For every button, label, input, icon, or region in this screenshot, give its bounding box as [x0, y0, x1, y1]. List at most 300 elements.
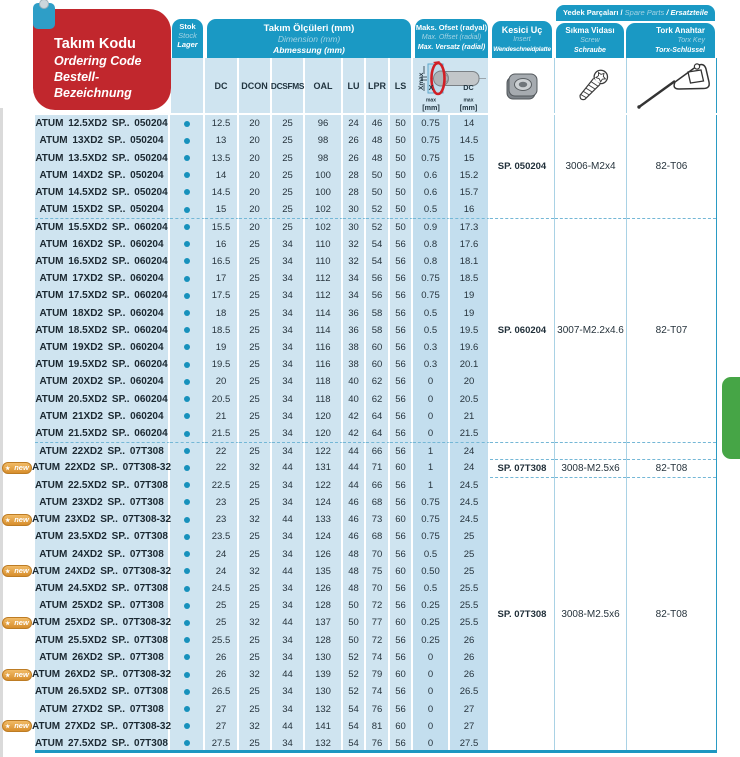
torx-label-en: Torx Key — [677, 37, 705, 44]
dim-cell-dcon: 25 — [239, 270, 272, 287]
dim-cell-lu: 28 — [343, 184, 366, 201]
dim-cell-lu: 36 — [343, 304, 366, 321]
stock-cell — [170, 322, 205, 339]
ordering-code-cell — [35, 683, 170, 700]
new-badge: ★ new — [2, 462, 32, 474]
ordering-code-cell — [35, 184, 170, 201]
stock-cell — [170, 201, 205, 218]
table-row — [35, 442, 490, 459]
stock-dot — [184, 138, 190, 144]
table-row — [35, 632, 490, 649]
table-row — [35, 218, 490, 235]
dim-cell-lpr: 50 — [366, 167, 390, 184]
xmax-cell: 0.75 — [413, 494, 450, 511]
screw-column-header — [556, 23, 624, 58]
dcmax-unit-label: DC $_{max}$ [mm] — [459, 82, 478, 112]
ordering-code-cell — [35, 700, 170, 717]
ordering-code-cell — [35, 545, 170, 562]
screw-column — [554, 115, 626, 752]
dim-cell-lu: 32 — [343, 253, 366, 270]
ordering-code-text: ATUM 20XD2 SP.. 060204 — [39, 376, 164, 388]
dim-cell-lpr: 58 — [366, 304, 390, 321]
dim-cell-dcsfms: 34 — [272, 391, 305, 408]
dim-cell-dc: 23 — [205, 511, 239, 528]
torx-key-icon — [631, 61, 713, 111]
dim-cell-dcsfms: 25 — [272, 184, 305, 201]
dim-cell-dcon: 32 — [239, 614, 272, 631]
dim-cell-oal: 118 — [305, 373, 343, 390]
dim-cell-dc: 26.5 — [205, 683, 239, 700]
dim-cell-oal: 120 — [305, 408, 343, 425]
xmax-cell: 0.8 — [413, 236, 450, 253]
ordering-code-cell — [35, 322, 170, 339]
table-bottom-border — [35, 750, 717, 753]
dcmax-cell: 27 — [450, 700, 490, 717]
ordering-code-cell — [35, 408, 170, 425]
corner-tag-icon — [33, 3, 55, 29]
stock-cell — [170, 614, 205, 631]
insert-icon — [504, 70, 540, 102]
dim-cell-ls: 56 — [390, 425, 413, 442]
dim-cell-dcsfms: 34 — [272, 528, 305, 545]
ordering-code-cell — [35, 373, 170, 390]
xmax-cell: 0.75 — [413, 132, 450, 149]
ordering-code-text: ATUM 21XD2 SP.. 060204 — [39, 410, 164, 422]
ordering-code-title-de: Bestell-Bezeichnung — [54, 70, 132, 100]
xmax-cell: 0.25 — [413, 632, 450, 649]
ordering-code-cell — [35, 132, 170, 149]
dim-cell-lu: 46 — [343, 511, 366, 528]
dim-cell-dcon: 25 — [239, 735, 272, 752]
dim-cell-dc: 16 — [205, 236, 239, 253]
ordering-code-text: ATUM 25.5XD2 SP.. 07T308 — [35, 634, 168, 646]
dim-cell-dcsfms: 25 — [272, 218, 305, 235]
dim-cell-dcsfms: 34 — [272, 408, 305, 425]
table-row — [5, 563, 490, 580]
dim-cell-ls: 56 — [390, 700, 413, 717]
insert-label-de: Wendeschneidplatte — [493, 46, 551, 53]
xmax-cell: 1 — [413, 442, 450, 459]
xmax-cell: 0 — [413, 718, 450, 735]
stock-cell — [170, 718, 205, 735]
dim-cell-lu: 54 — [343, 735, 366, 752]
dim-cell-dc: 20 — [205, 373, 239, 390]
dim-cell-dcsfms: 34 — [272, 632, 305, 649]
stock-cell — [170, 442, 205, 459]
dim-cell-dcon: 25 — [239, 391, 272, 408]
stock-cell — [170, 580, 205, 597]
dim-cell-lpr: 54 — [366, 253, 390, 270]
dim-cell-lpr: 68 — [366, 494, 390, 511]
stock-cell — [170, 545, 205, 562]
new-badge: ★ new — [2, 565, 32, 577]
dim-cell-dcon: 25 — [239, 683, 272, 700]
torx-label-de: Torx-Schlüssel — [655, 47, 705, 54]
dim-cell-lu: 32 — [343, 236, 366, 253]
xmax-cell: 0 — [413, 373, 450, 390]
stock-dot — [184, 620, 190, 626]
dim-cell-oal: 116 — [305, 339, 343, 356]
dim-cell-dcon: 25 — [239, 632, 272, 649]
dim-cell-dcon: 32 — [239, 563, 272, 580]
dim-cell-lu: 44 — [343, 442, 366, 459]
stock-cell — [170, 149, 205, 166]
dim-cell-dcon: 25 — [239, 236, 272, 253]
dim-cell-lpr: 62 — [366, 373, 390, 390]
stock-cell — [170, 304, 205, 321]
dim-cell-lpr: 76 — [366, 735, 390, 752]
dim-cell-lu: 40 — [343, 391, 366, 408]
table-row — [35, 356, 490, 373]
dim-cell-lu: 46 — [343, 528, 366, 545]
new-badge: ★ new — [2, 617, 32, 629]
table-row — [35, 339, 490, 356]
stock-dot — [184, 689, 190, 695]
xmax-cell: 0.5 — [413, 580, 450, 597]
xmax-cell: 0 — [413, 683, 450, 700]
dim-cell-dc: 24 — [205, 545, 239, 562]
xmax-cell: 0.5 — [413, 545, 450, 562]
dim-cell-dcon: 20 — [239, 115, 272, 132]
offset-label-tr: Maks. Ofset (radyal) — [415, 23, 488, 32]
dim-cell-ls: 56 — [390, 545, 413, 562]
dcmax-cell: 14 — [450, 115, 490, 132]
stock-dot — [184, 413, 190, 419]
ordering-code-cell — [35, 236, 170, 253]
dcmax-cell: 16 — [450, 201, 490, 218]
dim-cell-dc: 25 — [205, 597, 239, 614]
dim-cell-oal: 114 — [305, 304, 343, 321]
dim-cell-lu: 24 — [343, 115, 366, 132]
ordering-code-cell — [35, 494, 170, 511]
dim-cell-oal: 124 — [305, 494, 343, 511]
ordering-code-title-en: Ordering Code — [54, 54, 142, 68]
dim-cell-dc: 25.5 — [205, 632, 239, 649]
table-row — [35, 597, 490, 614]
dim-cell-ls: 50 — [390, 201, 413, 218]
dim-cell-dc: 19.5 — [205, 356, 239, 373]
dim-cell-lpr: 56 — [366, 270, 390, 287]
stock-cell — [170, 459, 205, 476]
dim-cell-lpr: 58 — [366, 322, 390, 339]
dim-cell-oal: 122 — [305, 477, 343, 494]
dim-cell-oal: 137 — [305, 614, 343, 631]
dcmax-cell: 25.5 — [450, 597, 490, 614]
screw-band-value: 3006-M2x4 — [565, 161, 616, 173]
dim-cell-dc: 23 — [205, 494, 239, 511]
ordering-code-cell — [5, 563, 172, 580]
table-row — [5, 459, 490, 476]
dim-cell-dcon: 25 — [239, 408, 272, 425]
dim-cell-lu: 42 — [343, 425, 366, 442]
dim-cell-dcsfms: 34 — [272, 580, 305, 597]
xmax-cell: 0.75 — [413, 287, 450, 304]
stock-dot — [184, 224, 190, 230]
stock-dot — [184, 603, 190, 609]
svg-text:Xmax: Xmax — [418, 72, 425, 90]
dim-cell-oal: 118 — [305, 391, 343, 408]
stock-cell — [170, 184, 205, 201]
stock-dot — [184, 482, 190, 488]
stock-label-tr: Stok — [179, 22, 196, 31]
dim-cell-ls: 50 — [390, 132, 413, 149]
insert-column — [490, 115, 554, 752]
dim-cell-dcsfms: 34 — [272, 287, 305, 304]
table-row — [35, 700, 490, 717]
dim-cell-ls: 56 — [390, 580, 413, 597]
dim-cell-ls: 56 — [390, 270, 413, 287]
dim-cell-lpr: 71 — [366, 459, 390, 476]
table-row — [35, 149, 490, 166]
dim-cell-dcsfms: 25 — [272, 167, 305, 184]
dim-cell-ls: 56 — [390, 494, 413, 511]
dim-cell-dcon: 25 — [239, 253, 272, 270]
xmax-cell: 0.5 — [413, 304, 450, 321]
stock-cell — [170, 236, 205, 253]
dim-cell-dcon: 25 — [239, 580, 272, 597]
spare-parts-label-en: Spare Parts — [622, 8, 667, 17]
dim-cell-dcon: 25 — [239, 304, 272, 321]
dim-cell-dcon: 25 — [239, 356, 272, 373]
stock-cell — [170, 287, 205, 304]
xmax-cell: 0.75 — [413, 511, 450, 528]
dim-cell-lpr: 50 — [366, 184, 390, 201]
spare-parts-label-de: / Ersatzteile — [666, 8, 709, 17]
dim-cell-lu: 50 — [343, 614, 366, 631]
stock-dot — [184, 189, 190, 195]
dim-cell-ls: 60 — [390, 614, 413, 631]
ordering-code-text: ATUM 22.5XD2 SP.. 07T308 — [35, 479, 168, 491]
dim-cell-dc: 23.5 — [205, 528, 239, 545]
dim-cell-dcon: 20 — [239, 149, 272, 166]
dim-cell-dcon: 25 — [239, 700, 272, 717]
dim-cell-lu: 38 — [343, 339, 366, 356]
table-row — [35, 425, 490, 442]
dim-cell-ls: 56 — [390, 683, 413, 700]
torx-column-header — [626, 23, 715, 58]
dcmax-cell: 20.1 — [450, 356, 490, 373]
dcmax-cell: 27 — [450, 718, 490, 735]
dim-cell-dcsfms: 44 — [272, 666, 305, 683]
dim-cell-dc: 25 — [205, 614, 239, 631]
stock-cell — [170, 477, 205, 494]
dim-cell-lpr: 72 — [366, 632, 390, 649]
dcmax-cell: 18.1 — [450, 253, 490, 270]
ordering-code-text: ATUM 17.5XD2 SP.. 060204 — [35, 290, 168, 302]
xmax-cell: 1 — [413, 459, 450, 476]
dim-cell-dcon: 20 — [239, 184, 272, 201]
dim-cell-oal: 130 — [305, 649, 343, 666]
dim-cell-oal: 128 — [305, 597, 343, 614]
dim-cell-dc: 22.5 — [205, 477, 239, 494]
xmax-cell: 0 — [413, 735, 450, 752]
dcmax-cell: 17.3 — [450, 218, 490, 235]
table-row — [5, 511, 490, 528]
table-row — [5, 666, 490, 683]
dim-cell-ls: 56 — [390, 442, 413, 459]
dim-cell-lpr: 48 — [366, 132, 390, 149]
xmax-cell: 0 — [413, 700, 450, 717]
dim-cell-ls: 50 — [390, 167, 413, 184]
ordering-code-text: ATUM 16XD2 SP.. 060204 — [39, 238, 164, 250]
stock-dot — [184, 293, 190, 299]
dim-cell-oal: 110 — [305, 253, 343, 270]
dim-cell-oal: 130 — [305, 683, 343, 700]
ordering-code-text: ATUM 19.5XD2 SP.. 060204 — [35, 359, 168, 371]
dim-cell-lu: 28 — [343, 167, 366, 184]
col-label-dc: DC — [205, 58, 239, 113]
dim-cell-lu: 52 — [343, 649, 366, 666]
ordering-code-cell — [5, 614, 172, 631]
dim-cell-lu: 30 — [343, 201, 366, 218]
dim-cell-dc: 16.5 — [205, 253, 239, 270]
dim-cell-dcsfms: 34 — [272, 253, 305, 270]
dcmax-cell: 26 — [450, 632, 490, 649]
dim-cell-lu: 46 — [343, 494, 366, 511]
table-row — [35, 494, 490, 511]
ordering-code-cell — [5, 718, 172, 735]
dim-cell-dcon: 25 — [239, 494, 272, 511]
ordering-code-cell — [5, 511, 172, 528]
dcmax-cell: 15.2 — [450, 167, 490, 184]
table-row — [35, 373, 490, 390]
dim-cell-lpr: 81 — [366, 718, 390, 735]
ordering-code-cell — [35, 580, 170, 597]
dim-cell-ls: 56 — [390, 632, 413, 649]
dim-cell-dc: 19 — [205, 339, 239, 356]
page-edge-line — [0, 108, 3, 757]
stock-dot — [184, 637, 190, 643]
ordering-code-cell — [5, 666, 172, 683]
stock-cell — [170, 528, 205, 545]
ordering-code-text: ATUM 14.5XD2 SP.. 050204 — [35, 186, 168, 198]
ordering-code-cell — [35, 115, 170, 132]
dim-cell-dc: 14.5 — [205, 184, 239, 201]
dim-cell-dcsfms: 34 — [272, 477, 305, 494]
dim-cell-lpr: 76 — [366, 700, 390, 717]
dim-cell-oal: 100 — [305, 167, 343, 184]
ordering-code-text: ATUM 26XD2 SP.. 07T308-32 — [31, 669, 172, 681]
dim-cell-oal: 120 — [305, 425, 343, 442]
dim-cell-dcsfms: 34 — [272, 649, 305, 666]
insert-icon-cell — [490, 58, 554, 113]
stock-cell — [170, 115, 205, 132]
dim-cell-lpr: 68 — [366, 528, 390, 545]
stock-dot — [184, 740, 190, 746]
dim-cell-lu: 48 — [343, 563, 366, 580]
dim-cell-ls: 60 — [390, 563, 413, 580]
stock-cell — [170, 683, 205, 700]
torx-label-tr: Tork Anahtar — [656, 26, 705, 35]
ordering-code-cell — [35, 632, 170, 649]
dim-cell-oal: 126 — [305, 545, 343, 562]
dim-cell-dcon: 20 — [239, 218, 272, 235]
dim-cell-lpr: 73 — [366, 511, 390, 528]
table-row — [35, 580, 490, 597]
stock-cell — [170, 391, 205, 408]
dim-cell-dcon: 25 — [239, 287, 272, 304]
dim-cell-oal: 116 — [305, 356, 343, 373]
table-row — [35, 115, 490, 132]
dcmax-cell: 25 — [450, 545, 490, 562]
table-row — [35, 477, 490, 494]
stock-dot — [184, 448, 190, 454]
dim-cell-dcon: 25 — [239, 373, 272, 390]
stock-cell — [170, 666, 205, 683]
ordering-code-cell — [35, 442, 170, 459]
dim-cell-oal: 100 — [305, 184, 343, 201]
xmax-cell: 0.25 — [413, 597, 450, 614]
dcmax-cell: 21 — [450, 408, 490, 425]
dim-cell-dc: 13.5 — [205, 149, 239, 166]
dim-cell-dcsfms: 34 — [272, 700, 305, 717]
dim-cell-ls: 60 — [390, 718, 413, 735]
dim-cell-ls: 56 — [390, 408, 413, 425]
dcmax-cell: 15.7 — [450, 184, 490, 201]
dcmax-cell: 20 — [450, 373, 490, 390]
dim-cell-oal: 139 — [305, 666, 343, 683]
dim-cell-dc: 27.5 — [205, 735, 239, 752]
insert-band-value: SP. 060204 — [490, 218, 554, 442]
dim-cell-lu: 38 — [343, 356, 366, 373]
dim-cell-lpr: 60 — [366, 339, 390, 356]
dim-cell-ls: 56 — [390, 373, 413, 390]
stock-cell — [170, 494, 205, 511]
stock-cell — [170, 270, 205, 287]
stock-cell — [170, 597, 205, 614]
dim-cell-ls: 50 — [390, 115, 413, 132]
ordering-code-cell — [35, 287, 170, 304]
dim-cell-dcsfms: 34 — [272, 339, 305, 356]
ordering-code-cell — [35, 425, 170, 442]
ordering-code-text: ATUM 12.5XD2 SP.. 050204 — [35, 118, 168, 130]
ordering-code-cell — [35, 597, 170, 614]
screw-band-value: 3008-M2.5x6 — [555, 477, 626, 752]
table-row — [35, 528, 490, 545]
stock-label-de: Lager — [177, 40, 198, 49]
dim-cell-lpr: 52 — [366, 201, 390, 218]
dim-cell-dc: 14 — [205, 167, 239, 184]
dim-cell-dc: 21 — [205, 408, 239, 425]
ordering-code-cell — [35, 356, 170, 373]
dim-cell-ls: 50 — [390, 184, 413, 201]
dim-cell-dc: 17 — [205, 270, 239, 287]
ordering-code-text: ATUM 13XD2 SP.. 050204 — [39, 135, 164, 147]
dim-cell-dcsfms: 34 — [272, 373, 305, 390]
ordering-code-text: ATUM 24XD2 SP.. 07T308-32 — [31, 565, 172, 577]
dim-cell-lpr: 66 — [366, 477, 390, 494]
dcmax-cell: 25 — [450, 528, 490, 545]
dim-cell-dcsfms: 44 — [272, 718, 305, 735]
table-row — [35, 132, 490, 149]
ordering-code-text: ATUM 22XD2 SP.. 07T308-32 — [31, 462, 172, 474]
dim-cell-lpr: 66 — [366, 442, 390, 459]
dim-cell-lpr: 74 — [366, 649, 390, 666]
dim-cell-lpr: 46 — [366, 115, 390, 132]
ordering-code-cell — [35, 649, 170, 666]
table-row — [5, 614, 490, 631]
dcmax-cell: 25 — [450, 563, 490, 580]
dim-cell-dcsfms: 25 — [272, 115, 305, 132]
dcmax-cell: 25.5 — [450, 614, 490, 631]
ordering-code-text: ATUM 13.5XD2 SP.. 050204 — [35, 152, 168, 164]
torx-key-icon-cell — [626, 58, 717, 113]
dim-cell-dcon: 25 — [239, 322, 272, 339]
stock-column-header — [172, 19, 203, 58]
spare-parts-columns — [490, 115, 717, 752]
stock-dot — [184, 534, 190, 540]
dim-cell-oal: 112 — [305, 287, 343, 304]
